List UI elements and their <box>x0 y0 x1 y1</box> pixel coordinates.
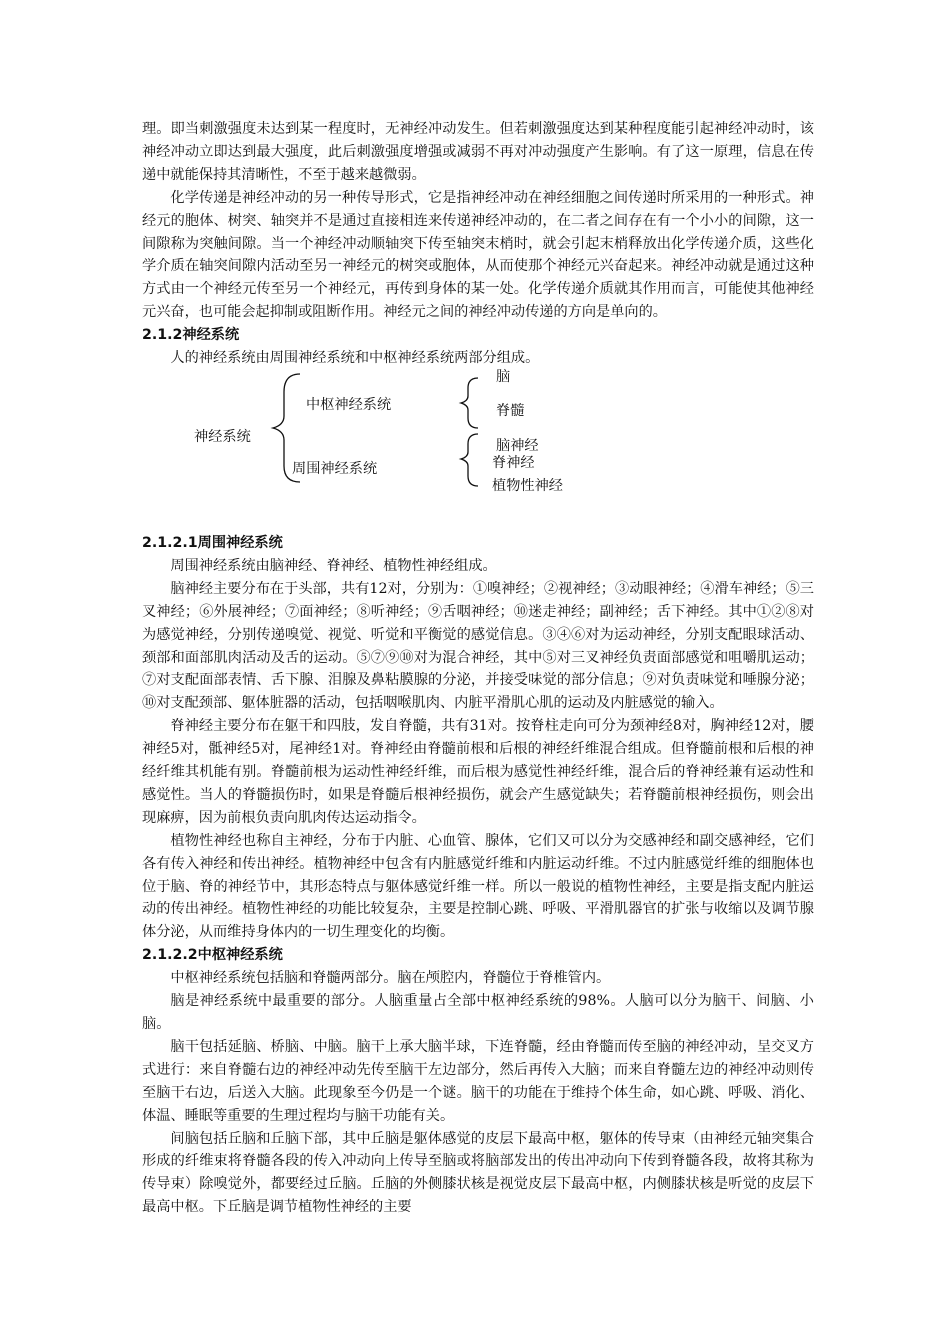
paragraph: 周围神经系统由脑神经、脊神经、植物性神经组成。 <box>170 557 497 574</box>
paragraph: 化学传递是神经冲动的另一种传导形式，它是指神经冲动在神经细胞之间传递时所采用的一种形式。神经元的胞体、树突、轴突并不是通过直接相连来传递神经冲动的，在二者之间存在有一个小小的间隙，这一间隙称为突触间隙。当一个神经冲动顺轴突下传至轴突末梢时，就会引起末梢释放出化学传递介质，这些化学介质在轴突间隙内活动至另一神经元的树突或胞体，从而使那个神经元兴奋起来。神经冲动就是通过这种方式由一个神经元传至另一个神经元，再传到身体的某一处。化学传递介质就其作用而言，可能使其他神经元兴奋，也可能会起抑制或阻断作用。神经元之间的神经冲动传递的方向是单向的。 <box>142 189 814 321</box>
tree-cranial-nerves: 脑神经 <box>496 437 539 454</box>
paragraph: 脑干包括延脑、桥脑、中脑。脑干上承大脑半球，下连脊髓，经由脊髓而传至脑的神经冲动，呈交叉方式进行：来自脊髓右边的神经冲动先传至脑干左边部分，然后再传入大脑；而来自脊髓左边的神经冲动则传至脑干右边，后送入大脑。此现象至今仍是一个谜。脑干的功能在于维持个体生命，如心跳、呼吸、消化、体温、睡眠等重要的生理过程均与脑干功能有关。 <box>142 1038 814 1124</box>
section-heading: 2.1.2.1周围神经系统 <box>142 534 283 551</box>
peripheral-brace <box>461 434 478 486</box>
section-heading: 2.1.2.2中枢神经系统 <box>142 947 283 964</box>
tree-brain: 脑 <box>496 368 511 385</box>
paragraph: 脑神经主要分布在于头部，共有12对，分别为：①嗅神经；②视神经；③动眼神经；④滑车神经；⑤三叉神经；⑥外展神经；⑦面神经；⑧听神经；⑨舌咽神经；⑩迷走神经；副神经；舌下神经。其中①②⑧对为感觉神经，分别传递嗅觉、视觉、听觉和平衡觉的感觉信息。③④⑥对为运动神经，分别支配眼球活动、颈部和面部肌肉活动及舌的运动。⑤⑦⑨⑩对为混合神经，其中⑤对三叉神经负责面部感觉和咀嚼肌运动；⑦对支配面部表情、舌下腺、泪腺及鼻粘膜腺的分泌，并接受味觉的部分信息；⑨对负责味觉和唾腺分泌；⑩对支配颈部、躯体脏器的活动，包括咽喉肌肉、内脏平滑肌心肌的运动及内脏感觉的输入。 <box>142 580 814 712</box>
paragraph: 脊神经主要分布在躯干和四肢，发自脊髓，共有31对。按脊柱走向可分为颈神经8对，胸神经12对，腰神经5对，骶神经5对，尾神经1对。脊神经由脊髓前根和后根的神经纤维混合组成。但脊髓前根和后根的神经纤维其机能有别。脊髓前根为运动性神经纤维，而后根为感觉性神经纤维，混合后的脊神经兼有运动性和感觉性。当人的脊髓损伤时，如果是脊髓后根神经损伤，就会产生感觉缺失；若脊髓前根神经损伤，则会出现麻痹，因为前根负责向肌肉传达运动指令。 <box>142 718 814 826</box>
paragraph: 脑是神经系统中最重要的部分。人脑重量占全部中枢神经系统的98%。人脑可以分为脑干、间脑、小脑。 <box>142 993 814 1032</box>
paragraph: 间脑包括丘脑和丘脑下部，其中丘脑是躯体感觉的皮层下最高中枢，躯体的传导束（由神经元轴突集合形成的纤维束将脊髓各段的传入冲动向上传导至脑或将脑部发出的传出冲动向下传到脊髓各段，故将其称为传导束）除嗅觉外，都要经过丘脑。丘脑的外侧膝状核是视觉皮层下最高中枢，内侧膝状核是听觉的皮层下最高中枢。下丘脑是调节植物性神经的主要 <box>142 1130 814 1216</box>
document-page <box>142 118 814 1219</box>
tree-spinal-nerves: 脊神经 <box>492 454 535 471</box>
central-brace <box>461 378 478 428</box>
paragraph: 人的神经系统由周围神经系统和中枢神经系统两部分组成。 <box>170 350 540 367</box>
paragraph: 理。即当刺激强度未达到某一程度时，无神经冲动发生。但若刺激强度达到某种程度能引起神经冲动时，该神经冲动立即达到最大强度，此后刺激强度增强或减弱不再对冲动强度产生影响。有了这一原理，信息在传递中就能保持其清晰性，不至于越来越微弱。 <box>142 121 814 183</box>
tree-autonomic-nerves: 植物性神经 <box>492 477 563 494</box>
tree-peripheral: 周围神经系统 <box>292 460 378 477</box>
section-heading: 2.1.2神经系统 <box>142 327 240 344</box>
paragraph: 中枢神经系统包括脑和脊髓两部分。脑在颅腔内，脊髓位于脊椎管内。 <box>170 970 611 987</box>
tree-central: 中枢神经系统 <box>306 396 392 413</box>
tree-root: 神经系统 <box>194 428 251 445</box>
brace-lines <box>142 370 814 532</box>
nervous-system-tree-diagram <box>142 370 814 532</box>
tree-spinal-cord: 脊髓 <box>496 402 525 419</box>
paragraph: 植物性神经也称自主神经，分布于内脏、心血管、腺体，它们又可以分为交感神经和副交感神经，它们各有传入神经和传出神经。植物神经中包含有内脏感觉纤维和内脏运动纤维。不过内脏感觉纤维的细胞体也位于脑、脊的神经节中，其形态特点与躯体感觉纤维一样。所以一般说的植物性神经，主要是指支配内脏运动的传出神经。植物性神经的功能比较复杂，主要是控制心跳、呼吸、平滑肌器官的扩张与收缩以及调节腺体分泌，从而维持身体内的一切生理变化的均衡。 <box>142 832 814 941</box>
